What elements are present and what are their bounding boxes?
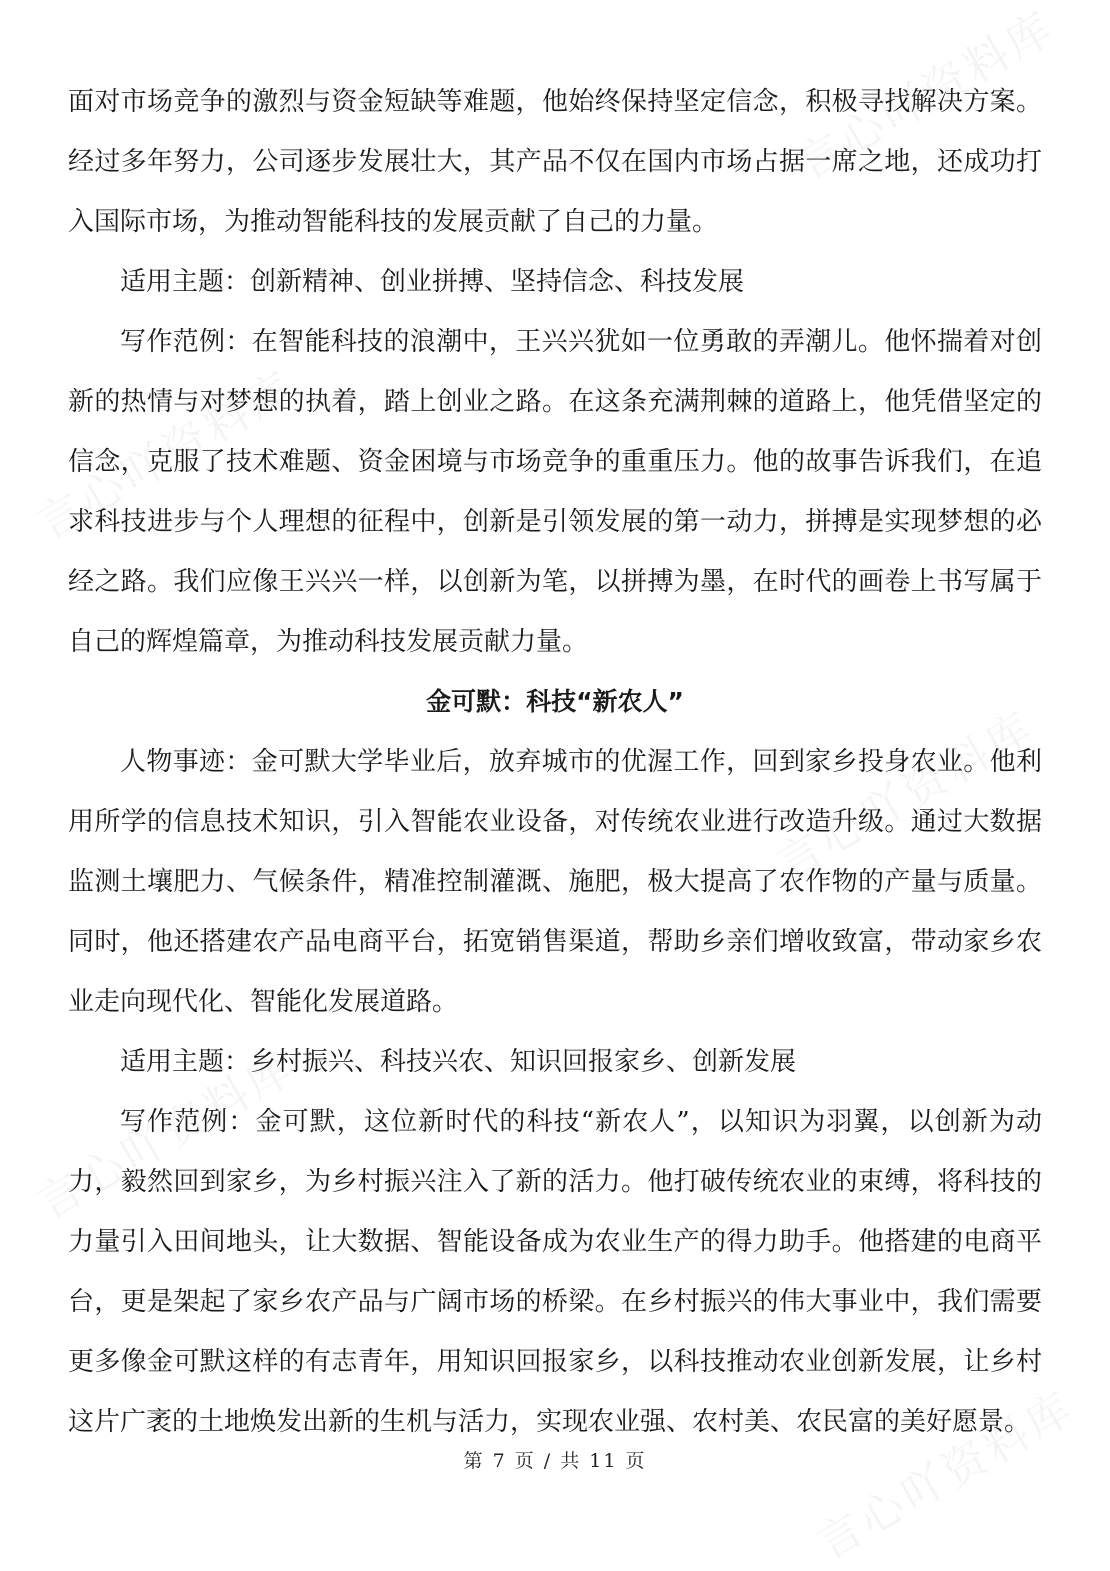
paragraph-continued: 面对市场竞争的激烈与资金短缺等难题，他始终保持坚定信念，积极寻找解决方案。经过多年努力，公司逐步发展壮大，其产品不仅在国内市场占据一席之地，还成功打入国际市场，为推动智能科技的发展贡献了自己的力量。 (68, 87, 1042, 237)
theme-line: 适用主题：创新精神、创业拼搏、坚持信念、科技发展 (120, 267, 745, 297)
document-body (68, 72, 1042, 1452)
writing-example: 写作范例：在智能科技的浪潮中，王兴兴犹如一位勇敢的弄潮儿。他怀揣着对创新的热情与对梦想的执着，踏上创业之路。在这条充满荆棘的道路上，他凭借坚定的信念，克服了技术难题、资金困境与市场竞争的重重压力。他的故事告诉我们，在追求科技进步与个人理想的征程中，创新是引领发展的第一动力，拼搏是实现梦想的必经之路。我们应像王兴兴一样，以创新为笔，以拼搏为墨，在时代的画卷上书写属于自己的辉煌篇章，为推动科技发展贡献力量。 (68, 327, 1042, 657)
section-title: 金可默：科技“新农人” (426, 687, 684, 716)
theme-line: 适用主题：乡村振兴、科技兴农、知识回报家乡、创新发展 (120, 1047, 797, 1077)
page-number: 第 7 页 / 共 11 页 (463, 1450, 647, 1472)
person-story: 人物事迹：金可默大学毕业后，放弃城市的优渥工作，回到家乡投身农业。他利用所学的信息技术知识，引入智能农业设备，对传统农业进行改造升级。通过大数据监测土壤肥力、气候条件，精准控制灌溉、施肥，极大提高了农作物的产量与质量。同时，他还搭建农产品电商平台，拓宽销售渠道，帮助乡亲们增收致富，带动家乡农业走向现代化、智能化发展道路。 (68, 747, 1042, 1017)
writing-example: 写作范例：金可默，这位新时代的科技“新农人”，以知识为羽翼，以创新为动力，毅然回到家乡，为乡村振兴注入了新的活力。他打破传统农业的束缚，将科技的力量引入田间地头，让大数据、智能设备成为农业生产的得力助手。他搭建的电商平台，更是架起了家乡农产品与广阔市场的桥梁。在乡村振兴的伟大事业中，我们需要更多像金可默这样的有志青年，用知识回报家乡，以科技推动农业创新发展，让乡村这片广袤的土地焕发出新的生机与活力，实现农业强、农村美、农民富的美好愿景。 (68, 1107, 1042, 1437)
